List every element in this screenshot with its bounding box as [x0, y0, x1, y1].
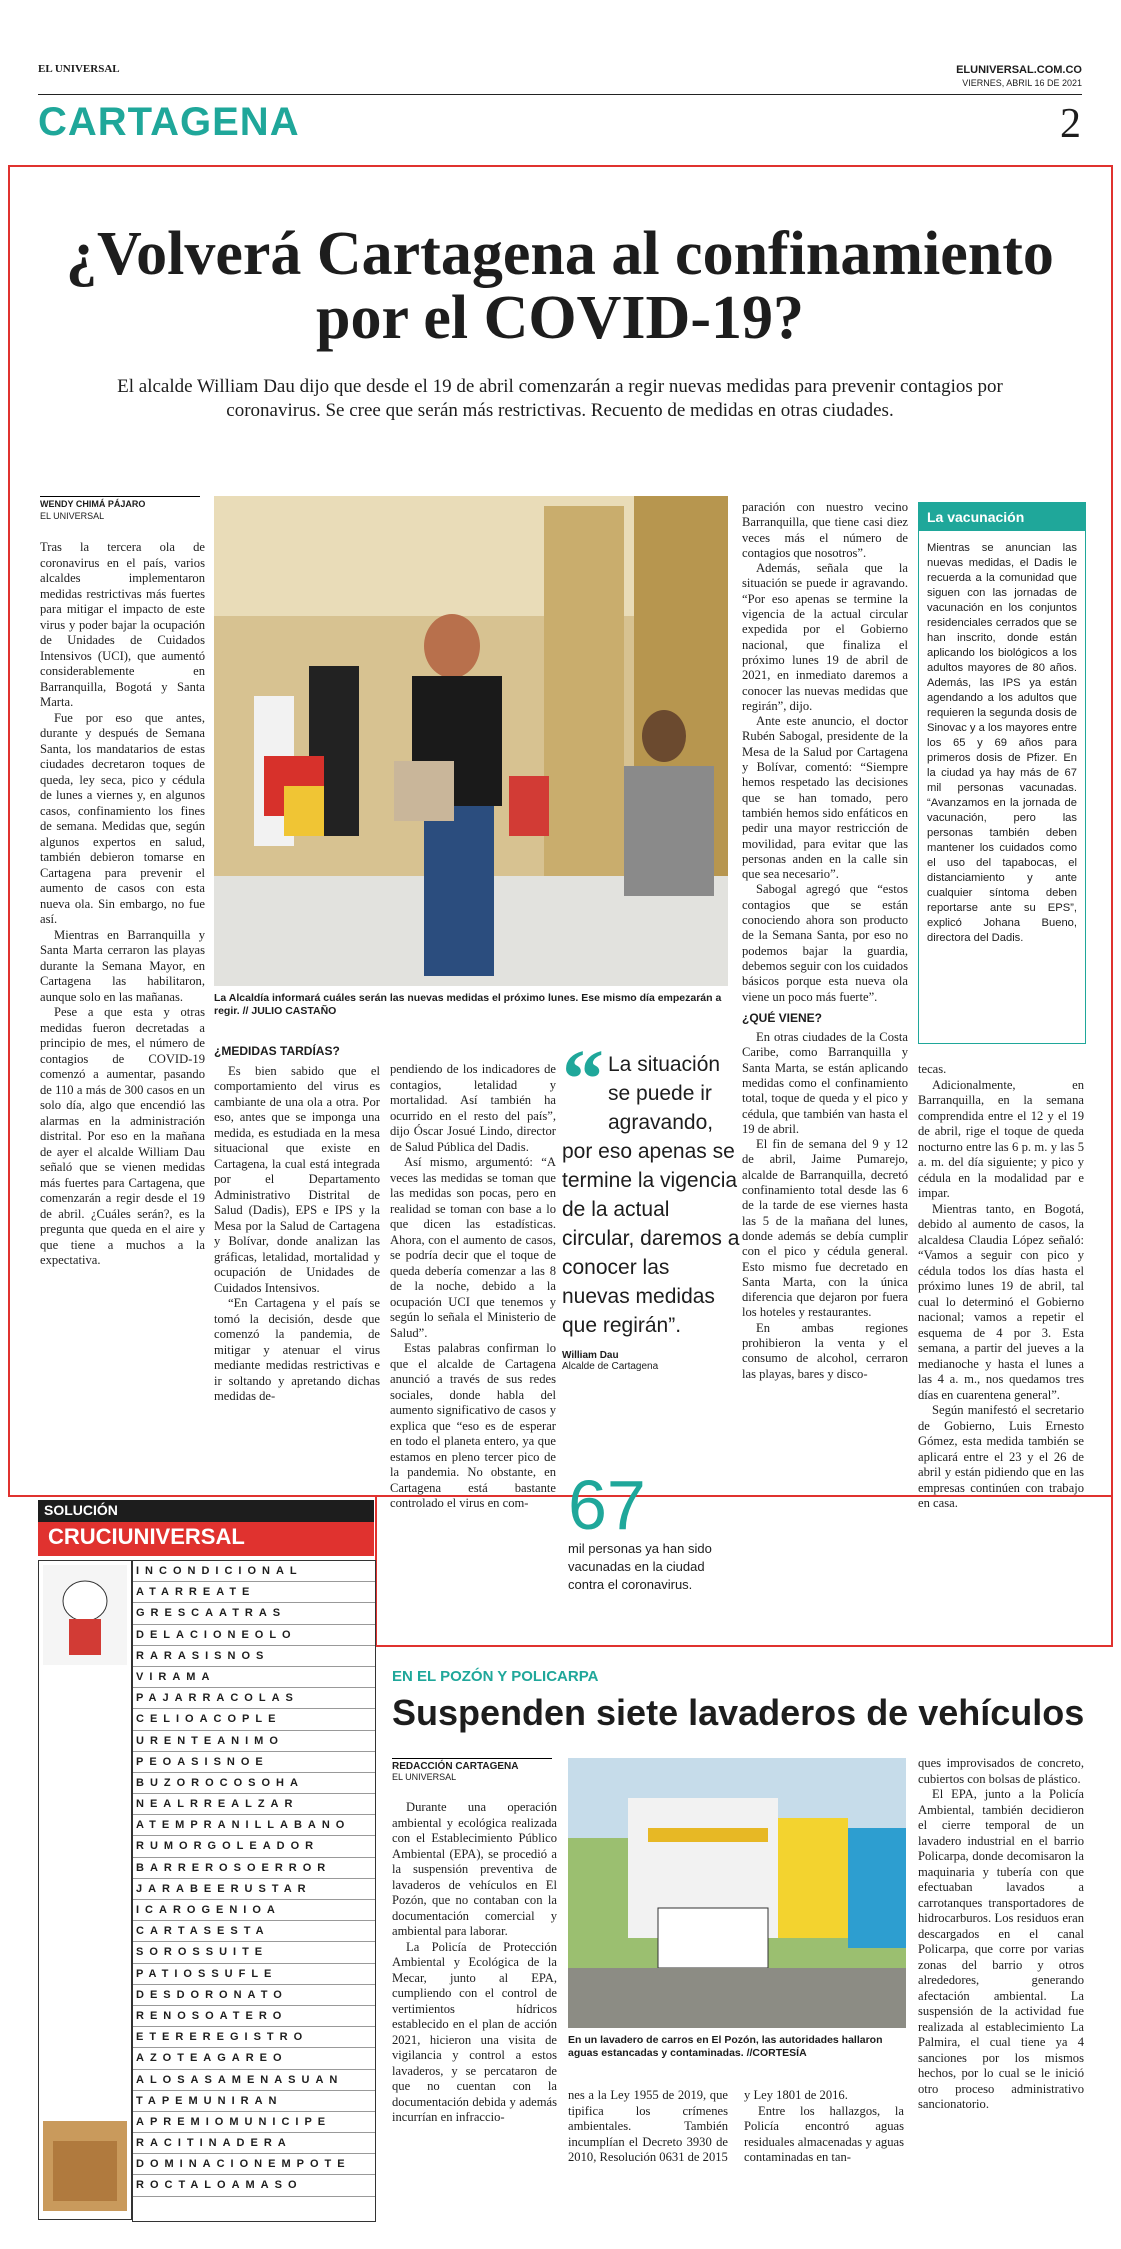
paragraph: Tras la tercera ola de coronavirus en el país, varios alcaldes implementaron medidas restrictivas más fuertes para mitigar el impacto de este virus y poder bajar la ocupación de Unidades de Cuidados Intensivos (UCI), que aumentó considerablemente en Barranquilla, Bogotá y Santa Marta.: [40, 540, 205, 709]
crossword-row: URENTEANIMO: [133, 1731, 375, 1752]
crossword-row: ALOSASAMENASUAN: [133, 2070, 375, 2091]
crossword-row: NEALRREALZAR: [133, 1794, 375, 1815]
paragraph: En ambas regiones prohibieron la venta y el consumo de alcohol, cerraron las playas, bares y disco-: [742, 1320, 908, 1381]
paragraph: Adicionalmente, en Barranquilla, en la semana comprendida entre el 12 y el 19 de abril, rige el toque de queda nocturno entre las 6 p. m. y las 5 a. m. del día siguiente; y pico y cédula en la modalidad par e impar.: [918, 1077, 1084, 1200]
article2-kicker: EN EL POZÓN Y POLICARPA: [392, 1668, 599, 1685]
crossword-row: DESDORONATO: [133, 1985, 375, 2006]
stat-number: 67: [568, 1466, 646, 1544]
paragraph: El EPA, junto a la Policía Ambiental, también decidieron el cierre temporal de un lavadero industrial en el barrio Policarpa, donde decomisaron la maquinaria y tubería con que efectuaban lavados a carrotanques transportadores de hidrocarburos. Los residuos eran descargados en el canal Policarpa, que corre por varias zonas del barrio y otros alrededores, generando afectación ambiental. La suspensión de la actividad fue realizada al establecimiento La Palmira, el cual tiene ya 4 sanciones por los mismos hechos, por lo cual se le inició otro proceso administrativo sancionatorio.: [918, 1787, 1084, 2111]
paragraph: Mientras tanto, en Bogotá, debido al aumento de casos, la alcaldesa Claudia López señaló: “Vamos a seguir con pico y cédula todos los días hasta el próximo lunes 19 de abril, tal cual lo determinó el Gobierno nacional; vamos a repetir el esquema de 4 por 3. Esta semana, a partir del jueves a la medianoche y hasta el lunes a las 4 a. m., nos quedamos tres días en cuarentena general”.: [918, 1201, 1084, 1402]
article2-byline-org: EL UNIVERSAL: [392, 1772, 457, 1782]
crossword-row: DELACIONEOLO: [133, 1625, 375, 1646]
byline: WENDY CHIMÁ PÁJARO: [40, 496, 200, 509]
paragraph: Según manifestó el secretario de Gobierno, Luis Ernesto Gómez, esta medida también se aplicará entre el 23 y el 26 de abril y están pidiendo que en las empresas continúen con trabajo en casa.: [918, 1403, 1084, 1510]
main-headline: ¿Volverá Cartagena al confinamiento por el COVID-19?: [66, 220, 1054, 352]
paragraph: Ante este anuncio, el doctor Rubén Sabogal, presidente de la Mesa de la Salud por Cartagena y Bolívar, comentó: “Siempre hemos respetado las decisiones que se han tomado, pero también hemos sido enfáticos en pedir una mayor restricción de movilidad, para evitar que las personas anden en la calle sin que sea necesario”.: [742, 714, 908, 882]
paragraph: Estas palabras confirman lo que el alcalde de Cartagena anunció a través de sus redes sociales, donde habla del aumento significativo de casos y explica que “eso es de esperar en todo el planeta entero, ya que estamos en pleno tercer pico de la pandemia. No obstante, en Cartagena está bastante controlado el virus en com-: [390, 1341, 556, 1510]
stat-text: mil personas ya han sido vacunadas en la ciudad contra el coronavirus.: [568, 1541, 712, 1592]
crossword-row: DOMINACIONEMPOTE: [133, 2154, 375, 2175]
crossword-row: GRESCAATRAS: [133, 1603, 375, 1624]
street-photo: [214, 496, 728, 986]
crossword-row: APREMIOMUNICIPE: [133, 2112, 375, 2133]
paragraph: Pese a que esta y otras medidas fueron decretadas a principio de mes, el número de contagios de COVID-19 comenzó a aumentar, pasando de 110 a más de 300 casos en un solo día, algo que encendió las alarmas en la administración distrital. Por eso en la mañana de ayer el alcalde William Dau señaló que se vienen medidas más fuertes para Cartagena, que comenzarán a regir desde el 19 de abril. ¿Cuáles serán?, es la pregunta que queda en el aire y que tiene a muchos a la expectativa.: [40, 1005, 205, 1267]
crossword-row: PATIOSSUFLE: [133, 1964, 375, 1985]
paragraph: Así mismo, argumentó: “A veces las medidas se toman que las medidas son pocas, pero en realidad se toman con base a lo que dicen las estadísticas. Ahora, con el aumento de casos, se podría decir que el toque de queda debería comenzar a las 8 de la noche, debido a la ocupación UCI que tenemos y según lo señala el Ministerio de Salud”.: [390, 1155, 556, 1340]
issue-date: VIERNES, ABRIL 16 DE 2021: [962, 78, 1082, 88]
crossword-title: CRUCIUNIVERSAL: [38, 1522, 374, 1556]
article2-byline: REDACCIÓN CARTAGENA: [392, 1758, 552, 1772]
crossword-row: CELIOACOPLE: [133, 1709, 375, 1730]
crossword-row: ATARREATE: [133, 1582, 375, 1603]
crossword-row: TAPEMUNIRAN: [133, 2091, 375, 2112]
paragraph: “En Cartagena y el país se tomó la decisión, desde que comenzó la pandemia, de mitigar y atenuar el virus mediante medidas restrictivas e ir soltando y apretando dichas medidas de-: [214, 1296, 380, 1403]
paragraph: pendiendo de los indicadores de contagios, letalidad y mortalidad. Así también ha ocurrido en el resto del país”, dijo Óscar Josué Lindo, director de Salud Pública del Dadis.: [390, 1062, 556, 1154]
crossword-row: ICAROGENIOA: [133, 1900, 375, 1921]
crossword-row: RACITINADERA: [133, 2133, 375, 2154]
pull-quote: [562, 1033, 742, 1372]
crossword-grid: [132, 1560, 376, 2222]
crossword-row: INCONDICIONAL: [133, 1561, 375, 1582]
sidebar-title: La vacunación: [919, 503, 1085, 531]
article2-column-3: [744, 2088, 904, 2166]
crossword-row: CARTASESTA: [133, 1921, 375, 1942]
article-column-5: [918, 1062, 1084, 1512]
quote-mark-icon: “: [562, 1033, 604, 1126]
byline-org: EL UNIVERSAL: [40, 511, 105, 521]
carwash-photo: [568, 1758, 906, 2028]
paragraph: Sabogal agregó que “estos contagios que se están conociendo ahora son producto de la Semana Santa, por eso no podemos bajar la guardia, debemos seguir con los cuidados básicos porque esta nueva ola viene un poco más fuerte”.: [742, 882, 908, 1004]
crossword-row: ETEREREGISTRO: [133, 2027, 375, 2048]
crossword-row: JARABEERUSTAR: [133, 1879, 375, 1900]
crossword-picture-column: [38, 1560, 132, 2220]
crossword-row: BARREROSOERROR: [133, 1858, 375, 1879]
site-url[interactable]: ELUNIVERSAL.COM.CO: [956, 64, 1082, 76]
street-photo-image: [214, 496, 728, 986]
paragraph: y Ley 1801 de 2016.: [744, 2088, 848, 2102]
main-deck: El alcalde William Dau dijo que desde el 19 de abril comenzarán a regir nuevas medidas para prevenir contagios por coronavirus. Se cree que serán más restrictivas. Recuento de medidas en otras ciudades.: [117, 376, 1003, 421]
paragraph: En otras ciudades de la Costa Caribe, como Barranquilla y Santa Marta, se están aplicando medidas como el confinamiento total, toque de queda y el pico y cédula, que también van hasta el 19 de abril.: [742, 1030, 908, 1136]
crossword-row: AZOTEAGAREO: [133, 2048, 375, 2069]
crossword-row: SOROSSUITE: [133, 1942, 375, 1963]
paragraph: paración con nuestro vecino Barranquilla, que tiene casi diez veces más el número de contagios que nosotros”.: [742, 500, 908, 560]
paragraph: Además, señala que la situación se puede ir agravando. “Por eso apenas se termine la vigencia de la actual circular expedida por el Gobierno nacional, que finaliza el próximo lunes 19 de abril de 2021, en inmediato daremos a conocer las nuevas medidas que regirán”, dijo.: [742, 561, 908, 713]
masthead: [38, 64, 1082, 95]
crossword-row: RARASISNOS: [133, 1646, 375, 1667]
highlight-frame-lower: [375, 1497, 1113, 1647]
article2-column-4: [918, 1756, 1084, 2113]
carwash-photo-image: [568, 1758, 906, 2028]
paragraph: Fue por eso que antes, durante y después de Semana Santa, los mandatarios de estas ciudades decretaron toques de queda, ley seca, pico y cédula de lunes a viernes y, en algunos casos, confinamiento los fines de semana. Medidas que, según algunos expertos en salud, también debieron tomarse en Cartagena para prevenir el aumento de casos con esta nueva ola. Sin embargo, no fue así.: [40, 710, 205, 926]
paragraph: nes a la Ley 1955 de 2019, que tipifica los crímenes ambientales. También incumplían el Decreto 3930 de 2010, Resolución 0631 de 2015: [568, 2088, 728, 2164]
crossword-pictures: [39, 1561, 131, 2219]
article-column-3: [390, 1062, 556, 1512]
article-column-2: [214, 1038, 380, 1405]
paragraph: El fin de semana del 9 y 12 de abril, Jaime Pumarejo, alcalde de Barranquilla, decretó confinamiento total desde las 6 de la tarde de ese viernes hasta las 5 de la mañana del lunes, donde además se debía cumplir con el pico y cédula general. Esto mismo fue decretado en Santa Marta, con la única diferencia que dejaron por fuera los hoteles y restaurantes.: [742, 1137, 908, 1320]
quote-author-name: William Dau: [562, 1350, 619, 1361]
crossword-row: RENOSOATERO: [133, 2006, 375, 2027]
crossword-row: PAJARRACOLAS: [133, 1688, 375, 1709]
article2-column-1: [392, 1800, 557, 2126]
crossword-row: BUZOROCOSOHA: [133, 1773, 375, 1794]
page-number: 2: [1060, 101, 1081, 147]
paragraph: ques improvisados de concreto, cubiertos con bolsas de plástico.: [918, 1756, 1084, 1786]
photo-caption: La Alcaldía informará cuáles serán las nuevas medidas el próximo lunes. Ese mismo día empezarán a regir. // JULIO CASTAÑO: [214, 992, 722, 1017]
paragraph: Mientras en Barranquilla y Santa Marta cerraron las playas durante la Semana Mayor, en Cartagena las habilitaron, aunque solo en las mañanas.: [40, 927, 205, 1004]
article-column-4: [742, 500, 908, 1382]
paragraph: La Policía de Protección Ambiental y Ecológica de la Mecar, junto al EPA, cumpliendo con el control de vertimientos hídricos establecido en el plan de acción 2021, hicieron una visita de vigilancia y control a estos lavaderos, y se percataron de que no cuentan con la documentación debida y además incurrían en infraccio-: [392, 1939, 557, 2124]
paragraph: tecas.: [918, 1062, 947, 1076]
quote-author: [562, 1350, 742, 1372]
article-column-1: [40, 540, 205, 1269]
crossword-row: ATEMPRANILLABANO: [133, 1815, 375, 1836]
paragraph: Durante una operación ambiental y ecológica realizada con el Establecimiento Público Ambiental (EPA), se procedió a la suspensión preventiva de lavaderos de vehículos en El Pozón, que no contaban con la documentación comercial y ambiental para laborar.: [392, 1800, 557, 1938]
crossword-row: ROCTALOAMASO: [133, 2175, 375, 2196]
crossword-row: PEOASISNOE: [133, 1752, 375, 1773]
newspaper-logo: EL UNIVERSAL: [38, 63, 120, 75]
article2-column-2: [568, 2088, 728, 2166]
article2-photo-caption: En un lavadero de carros en El Pozón, las autoridades hallaron aguas estancadas y contaminadas. //CORTESÍA: [568, 2034, 883, 2059]
subhead: ¿QUÉ VIENE?: [742, 1010, 823, 1025]
crossword-row: RUMORGOLEADOR: [133, 1836, 375, 1857]
quote-author-role: Alcalde de Cartagena: [562, 1361, 659, 1372]
section-title: CARTAGENA: [38, 100, 300, 144]
vaccination-sidebar: [918, 502, 1086, 1044]
article2-headline: Suspenden siete lavaderos de vehículos: [392, 1692, 1085, 1733]
subhead: ¿MEDIDAS TARDÍAS?: [214, 1044, 340, 1058]
paragraph: Entre los hallazgos, la Policía encontró aguas residuales almacenadas y aguas contaminadas en tan-: [744, 2103, 904, 2164]
sidebar-text: Mientras se anuncian las nuevas medidas, el Dadis le recuerda a la comunidad que siguen con las jornadas de vacunación en los conjuntos residenciales cerrados que se han inscrito, donde están aplicando los biológicos a los adultos mayores de 80 años. Además, las IPS ya están agendando a los adultos que requieren la segunda dosis de Sinovac y a los mayores entre los 65 y 69 años para primeros dosis de Pfizer. En la ciudad ya hay más de 67 mil personas vacunadas. “Avanzamos en la jornada de vacunación, pero las personas también deben mantener los cuidados como el uso del tapabocas, el distanciamiento y ante cualquier síntoma deben reportarse ante su EPS”, explicó Johana Bueno, directora del Dadis.: [927, 542, 1077, 944]
paragraph: Es bien sabido que el comportamiento del virus es cambiante de una ola a otra. Por eso, antes que se imponga una medida, es estudiada en la mesa situacional que existe en Cartagena, la cual está integrada por el Departamento Administrativo Distrital de Salud (Dadis), EPS e IPS y la Mesa por la Salud de Cartagena y Bolívar, donde analizan las gráficas, letalidad, mortalidad y ocupación de Unidades de Cuidados Intensivos.: [214, 1063, 380, 1295]
quote-text: La situación se puede ir agravando, por eso apenas se termine la vigencia de la actual circular, daremos a conocer las nuevas medidas que regirán”.: [562, 1053, 740, 1337]
crossword-row: VIRAMA: [133, 1667, 375, 1688]
crossword-solution-label: SOLUCIÓN: [38, 1500, 374, 1522]
